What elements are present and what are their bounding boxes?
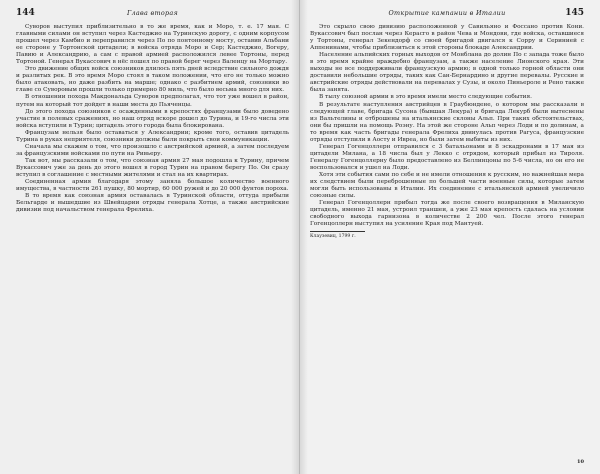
right-page-number: 145 — [565, 8, 584, 18]
left-paragraph: В отношении похода Макдональда Суворов предполагал, что тот уже вошел в район, путем на который тот дойдет в наши места до Пьяченцы. — [16, 94, 289, 108]
right-page — [300, 0, 600, 474]
right-paragraph: Генерал Гогенцоллерн прибыл тогда же после своего возвращения в Миланскую цитадель, именно 21 мая, устроил траншеи, а уже 23 мая крепость сдалась на условии свободного выхода гарнизона в количестве 2 200 чел. После этого генерал Гогенцоллерн выступил на усиление Края под Мантуей. — [310, 200, 584, 228]
left-paragraph: В то время как союзная армия оставалась в Туринской области, оттуда прибыли Бельгарде и вышедшие из Швейцарии отряды генерала Хотце, а также австрийские дивизии под начальством генерала Фрелиха. — [16, 193, 289, 214]
left-paragraph: Это движение общих войск союзников длилось пять дней вследствие сильного дождя и разлитых рек. В это время Моро стоял в таком положении, что его не только можно было атаковать, но даже разбить на марше; однако с разбитием армий, союзники во главе со Суворовым прошли только примерно 80 миль, что было весьма много для них. — [16, 66, 289, 94]
footnote: Клаузевиц, 1799 г. — [310, 234, 356, 240]
right-paragraph: Население альпийских горных выходов от Монблана до долин По с запада тоже было в это время крайне враждебно французам, а также население Лионского края. Эти выходы не все поддерживали французскую армию; в одной только горной области они доставили небольшие отряды, таких как Сан-Бернардино и другие перевалы. Русские и австрийские отряды действовали на перевалах у Сузы, и около Пиньероле и Рено также была занята. — [310, 52, 584, 94]
right-paragraph: Хотя эти события сами по себе и не имели отношения к русским, но важнейшая мера их следствием были переброшенные по большей части военные силы, которые затем могли быть использованы в Италии. Их соединение с итальянской армией увеличило союзные силы. — [310, 171, 584, 200]
footnote-rule — [310, 231, 365, 232]
sheet-signature: 10 — [577, 459, 584, 465]
right-paragraph: В тылу союзной армии в это время имели место следующие события. — [319, 94, 532, 101]
left-body-text — [16, 24, 289, 214]
left-paragraph: Сначала мы скажем о том, что произошло с австрийской армией, а затем последуем за французскими войсками по пути на Ривьеру. — [16, 143, 289, 157]
right-paragraph: В результате наступления австрийцев в Граубюндене, о котором мы рассказали в следующей главе, бригада Сусона (бывшая Лекура) и бригада Лекурб были вытеснены из Вальтелины и отброшены на итальянские склоны Альп. При таких обстоятельствах, они бы пришли на помощь Роэну. На этой же стороне Альп через Лоди и по долинам, а то время как часть бригады генерала Фрелиха двинулась против Рагуса, французские отряды отступили в Аосту и Ивреа, но были затем выбиты из них. — [310, 101, 584, 143]
left-running-title: Глава вторая — [126, 9, 179, 17]
left-paragraph: Соединенная армия благодаря этому заняла большое количество военного имущества, в частности 261 пушку, 80 мортир, 60 000 ружей и до 20 000 фунтов пороха. — [16, 179, 289, 193]
left-paragraph: Французам нельзя было оставаться у Александрии; кроме того, оставив цитадель Турина в руках неприятеля, союзники должны были покрыть свои коммуникации. — [16, 129, 289, 143]
left-paragraph: До этого похода союзников с осажденными в крепостях французами было доведено участие в полевых сражениях, но наш отряд вскоре дошел до Турина, и 19-го числа эти войска вступили в Турин; цитадель этого города была блокирована. — [16, 108, 289, 129]
right-paragraph: Это скрыло свою дивизию расположенной у Савильяно и Фоссано против Кони. Вукассович был послан через Керасго в район Чева и Мондови, где войска, оставшиеся у Тортоны, генерал Зекендорф со своей бригадой двигался к Сорру и Серинией с Аппенинами, чтобы приблизиться к этой стороны блокаде Александрии. — [310, 24, 584, 52]
right-running-title: Открытие кампании в Италии — [388, 9, 506, 17]
gutter-shadow — [300, 0, 308, 474]
left-paragraph: Так вот, мы рассказали о том, что союзная армия 27 мая подошла к Турину, причем Вукассович уже за день до этого вошел в город Турин на правом берегу По. Он сразу вступил в соглашение с местными жителями и стал на их квартирах. — [16, 157, 289, 178]
right-body-text — [310, 24, 584, 228]
left-paragraph: Суворов выступил приблизительно в то же время, как и Моро, т. е. 17 мая. С главными силами он вступил через Кастеджио на Туринскую дорогу, с одним корпусом прошел через Камбио и переправился через По по понтонному мосту, оставив Альбани ее стороне у Тортонской цитадели; в войска отряда Моро и Сер; Кастеджио, Вогеру, Павию и Александрию, а сам с правой армией расположился левее Тортоны, перед Тортоной. Генерал Вукассович в нёс пошел по правой берег через Валенцу на Мортару. — [16, 24, 289, 66]
gutter-shadow — [291, 0, 299, 474]
right-running-head — [310, 8, 584, 21]
left-page-number: 144 — [16, 8, 35, 18]
left-running-head — [16, 8, 289, 21]
right-paragraph: Генерал Гогенцоллерн отправился с 3 батальонами и 8 эскадронами в 17 мая из цитадели Милана, а 18 числа был у Лекко с отрядом, который прибыл из Тироля. Генералу Гогенцоллерну было предоставлено из Беллинцоны по 5-6 числа, но он его не воспользовался и ушел на Лоди. — [310, 143, 584, 171]
